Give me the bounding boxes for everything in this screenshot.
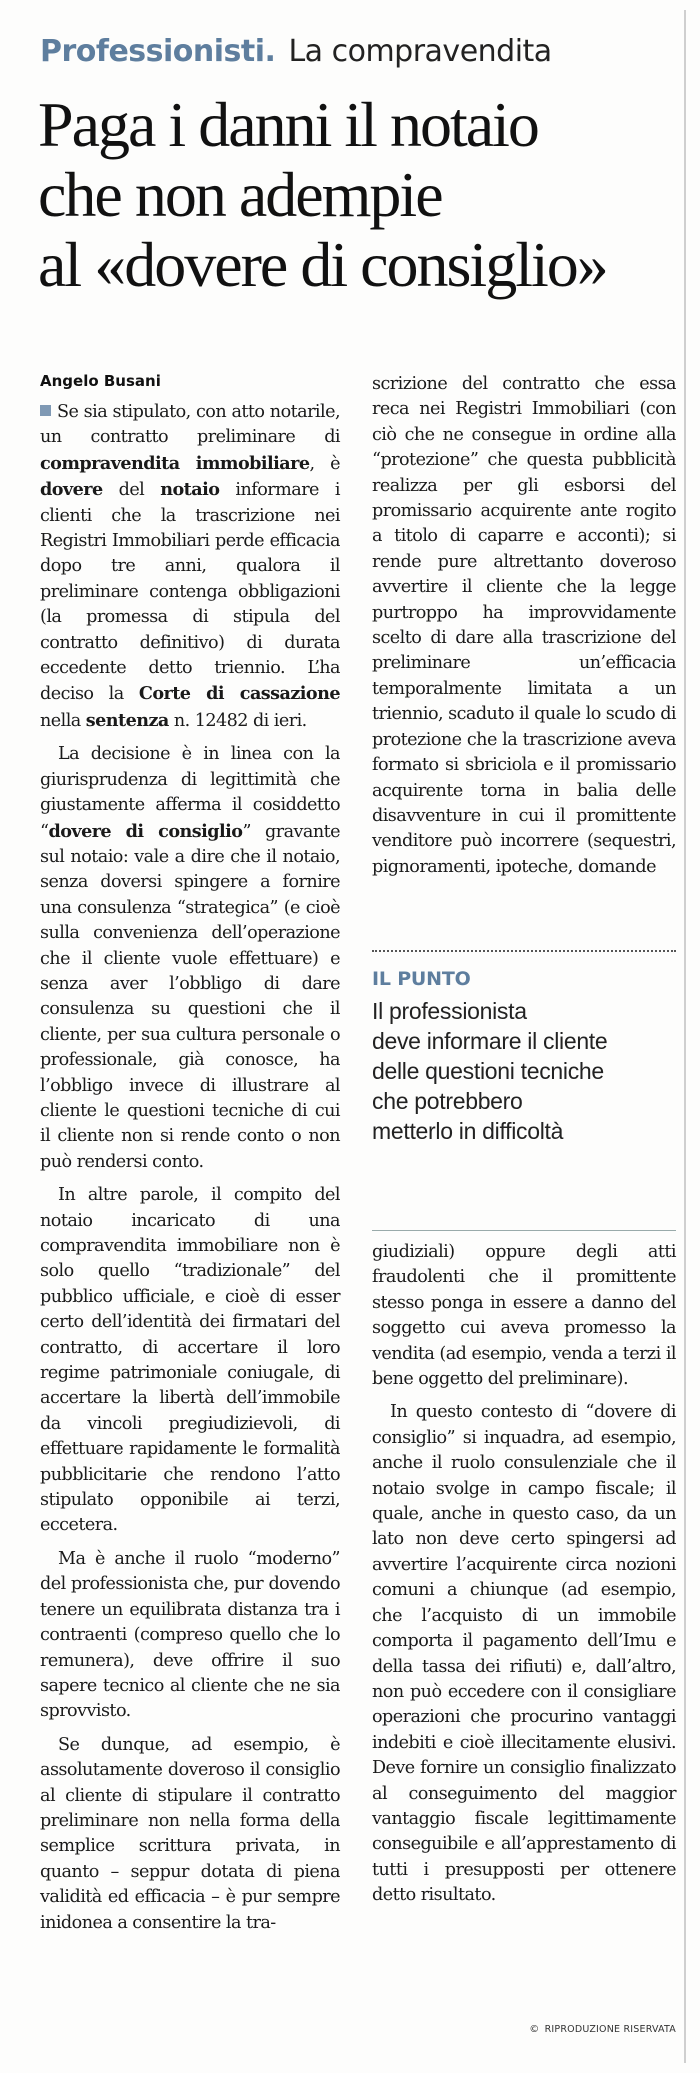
box-line-3: delle questioni tecniche xyxy=(372,1058,604,1084)
box-line-2: deve informare il cliente xyxy=(372,1028,608,1054)
paragraph-4: Ma è anche il ruolo “moderno” del professionista che, pur dovendo tenere un equilibrata distanza tra i contraenti (compreso quello che lo remunera), deve offrire il suo sapere tecnico al cliente che ne sia sprovvisto. xyxy=(40,1548,340,1722)
article-column-2-bottom xyxy=(372,1240,676,1917)
headline-line-3: al «dovere di consiglio» xyxy=(38,229,607,300)
box-line-5: metterlo in difficoltà xyxy=(372,1118,564,1144)
box-divider xyxy=(372,950,676,952)
paragraph-5-end: giudiziali) oppure degli atti fraudolenti che il promittente stesso ponga in essere a danno del soggetto cui aveva promesso la vendita (ad esempio, venda a terzi il bene oggetto del preliminare). xyxy=(372,1242,676,1390)
section-label: Professionisti. xyxy=(40,34,276,69)
article-column-1 xyxy=(40,400,340,1944)
article-column-2-top xyxy=(372,372,676,888)
box-title: IL PUNTO xyxy=(372,968,471,990)
paragraph-5-continued: scrizione del contratto che essa reca nei Registri Immobiliari (con ciò che ne consegue in ordine alla “protezione” che questa pubblicità realizza per gli esborsi del promissario acquirente ante rogito a titolo di caparre e acconti); si rende pure altrettanto doveroso avvertire il cliente che la legge purtroppo ha improvvidamente scelto di dare alla trascrizione del preliminare un’efficacia temporalmente limitata a un triennio, scaduto il quale lo scudo di protezione che la trascrizione aveva formato si sbriciola e il promissario acquirente torna in balia delle disavventure in cui il promittente venditore può incorrere (sequestri, pignoramenti, ipoteche, domande xyxy=(372,374,676,877)
box-line-4: che potrebbero xyxy=(372,1088,523,1114)
column-rule xyxy=(684,10,686,2063)
headline-line-2: che non adempie xyxy=(38,159,442,230)
paragraph-6: In questo contesto di “dovere di consiglio” si inquadra, ad esempio, anche il ruolo consulenziale che il notaio svolge in campo fiscale; il quale, anche in questo caso, da un lato non deve certo spingersi ad avvertire l’acquirente circa nozioni comuni a chiunque (ad esempio, che l’acquisto di un immobile comporta il pagamento dell’Imu e della tassa dei rifiuti) e, dall’altro, non può eccedere con il consigliare operazioni che procurino vantaggi indebiti e cioè illecitamente elusivi. Deve fornire un consiglio finalizzato al conseguimento del maggior vantaggio fiscale legittimamente conseguibile e all’apprestamento di tutti i presupposti per ottenere detto risultato. xyxy=(372,1402,676,1906)
paragraph-5: Se dunque, ad esempio, è assolutamente doveroso il consiglio al cliente di stipulare il contratto preliminare non nella forma della semplice scrittura privata, in quanto – seppur dotata di piena validità ed efficacia – è pur sempre inidonea a consentire la tra- xyxy=(40,1734,340,1933)
copyright-text: RIPRODUZIONE RISERVATA xyxy=(544,2024,676,2035)
paragraph-2: La decisione è in linea con la giurisprudenza di legittimità che giustamente afferma il cosiddetto “dovere di consiglio” gravante sul notaio: vale a dire che il notaio, senza doversi spingere a fornire una consulenza “strategica” (e cioè sulla convenienza dell’operazione che il cliente vuole effettuare) e senza aver l’obbligo di dare consulenza su questioni che il cliente, per sua cultura personale o professionale, già conosce, ha l’obbligo invece di illustrare al cliente le questioni tecniche di cui il cliente non si rende conto o non può rendersi conto. xyxy=(40,744,340,1172)
kicker xyxy=(40,34,552,69)
box-summary xyxy=(372,996,676,1146)
lead-square-icon xyxy=(40,405,51,416)
headline xyxy=(38,90,678,300)
paragraph-3: In altre parole, il compito del notaio incaricato di una compravendita immobiliare non è solo quello “tradizionale” del pubblico ufficiale, e cioè di esser certo dell’identità dei firmatari del contratto, di accertare il loro regime patrimoniale coniugale, di accertare la libertà dell’immobile da vincoli pregiudizievoli, di effettuare rapidamente le formalità pubblicitarie che rendono l’atto stipulato opponibile ai terzi, eccetera. xyxy=(40,1185,340,1536)
paragraph-1: Se sia stipulato, con atto notarile, un contratto preliminare di compravendita immobiliare, è dovere del notaio informare i clienti che la trascrizione nei Registri Immobiliari perde efficacia dopo tre anni, qualora il preliminare contenga obbligazioni (la promessa di stipula del contratto definitivo) di durata eccedente detto triennio. L’ha deciso la Corte di cassazione nella sentenza n. 12482 di ieri. xyxy=(40,402,341,731)
copyright-notice xyxy=(529,2024,676,2035)
headline-line-1: Paga i danni il notaio xyxy=(38,89,538,160)
topic-label: La compravendita xyxy=(288,34,552,69)
box-bottom-rule xyxy=(372,1230,676,1231)
box-line-1: Il professionista xyxy=(372,998,527,1024)
copyright-icon: © xyxy=(529,2024,540,2035)
byline: Angelo Busani xyxy=(40,372,161,390)
